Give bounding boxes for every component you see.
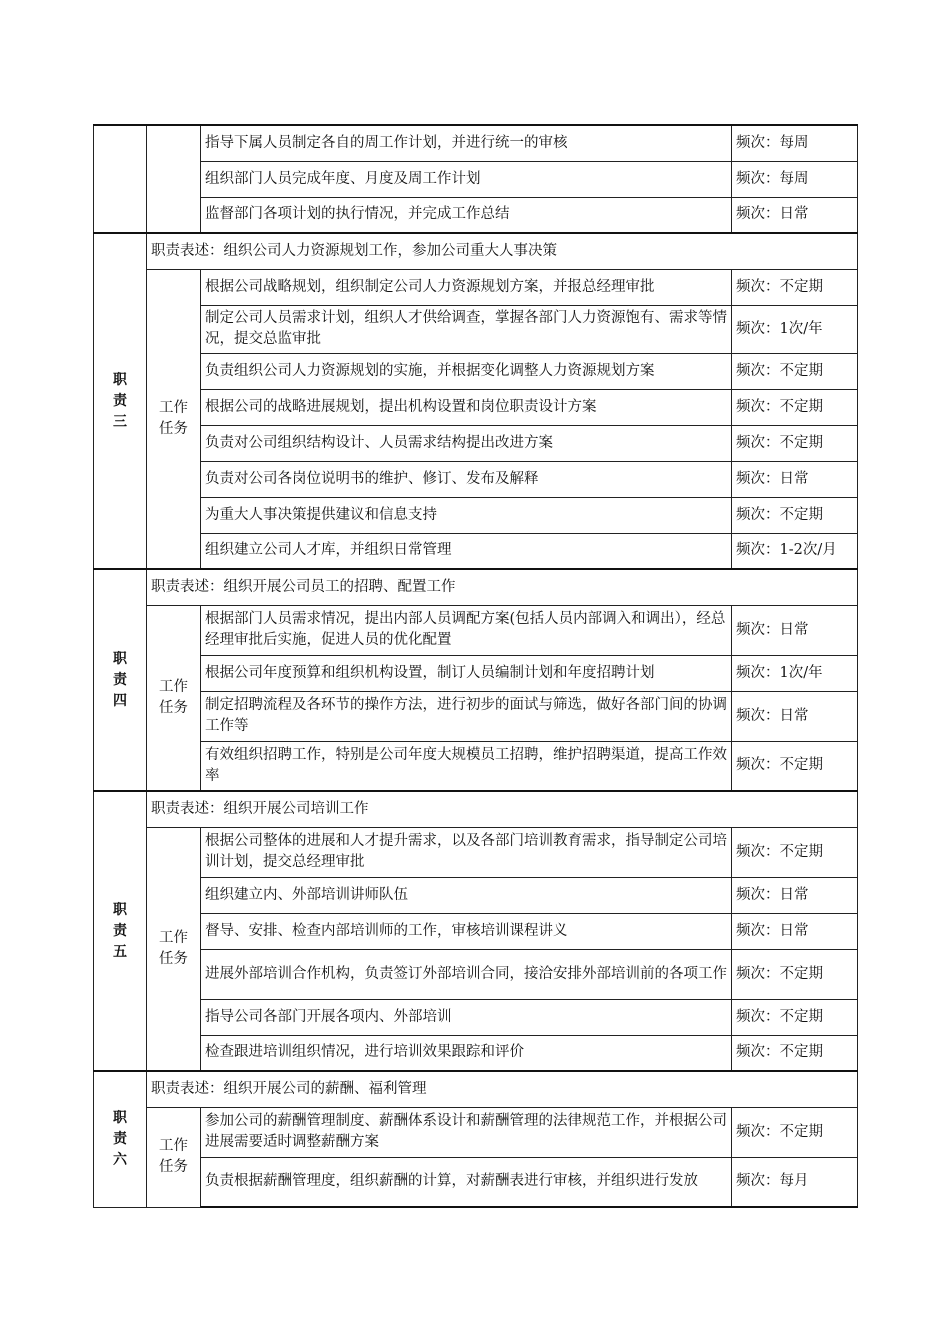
task-text: 为重大人事决策提供建议和信息支持 (201, 497, 732, 533)
section-description: 职责表述：组织开展公司员工的招聘、配置工作 (147, 569, 858, 605)
task-category-label: 工作 任务 (147, 1107, 201, 1207)
task-text: 指导公司各部门开展各项内、外部培训 (201, 999, 732, 1035)
task-frequency: 频次：不定期 (732, 741, 858, 791)
task-row (94, 655, 858, 691)
section-header-row (94, 791, 858, 827)
section-description: 职责表述：组织开展公司的薪酬、福利管理 (147, 1071, 858, 1107)
task-frequency: 频次：不定期 (732, 497, 858, 533)
task-text: 负责对公司各岗位说明书的维护、修订、发布及解释 (201, 461, 732, 497)
task-text: 制定公司人员需求计划，组织人才供给调查，掌握各部门人力资源饱有、需求等情况，提交总监审批 (201, 305, 732, 353)
task-frequency: 频次：1次/年 (732, 305, 858, 353)
section-label: 职 责 五 (94, 791, 147, 1071)
task-row (94, 913, 858, 949)
task-category-label: 工作 任务 (147, 605, 201, 791)
task-frequency: 频次：日常 (732, 691, 858, 741)
task-category-label (147, 125, 201, 233)
task-text: 组织建立公司人才库，并组织日常管理 (201, 533, 732, 569)
task-frequency: 频次：每周 (732, 125, 858, 161)
task-row (94, 461, 858, 497)
task-frequency: 频次：不定期 (732, 389, 858, 425)
section-label: 职 责 六 (94, 1071, 147, 1207)
task-row (94, 1157, 858, 1207)
task-text: 检查跟进培训组织情况，进行培训效果跟踪和评价 (201, 1035, 732, 1071)
task-row (94, 949, 858, 999)
task-frequency: 频次：不定期 (732, 353, 858, 389)
task-row (94, 269, 858, 305)
task-frequency: 频次：日常 (732, 197, 858, 233)
task-text: 根据公司年度预算和组织机构设置，制订人员编制计划和年度招聘计划 (201, 655, 732, 691)
section-description: 职责表述：组织公司人力资源规划工作，参加公司重大人事决策 (147, 233, 858, 269)
task-row (94, 691, 858, 741)
task-category-label: 工作 任务 (147, 827, 201, 1071)
task-text: 监督部门各项计划的执行情况，并完成工作总结 (201, 197, 732, 233)
task-row (94, 497, 858, 533)
task-text: 负责对公司组织结构设计、人员需求结构提出改进方案 (201, 425, 732, 461)
section-label (94, 125, 147, 233)
task-text: 参加公司的薪酬管理制度、薪酬体系设计和薪酬管理的法律规范工作，并根据公司进展需要适时调整薪酬方案 (201, 1107, 732, 1157)
task-row (94, 353, 858, 389)
task-text: 根据部门人员需求情况，提出内部人员调配方案(包括人员内部调入和调出），经总经理审批后实施，促进人员的优化配置 (201, 605, 732, 655)
task-row (94, 125, 858, 161)
task-text: 组织部门人员完成年度、月度及周工作计划 (201, 161, 732, 197)
section-label: 职 责 四 (94, 569, 147, 791)
section-header-row (94, 233, 858, 269)
task-row (94, 161, 858, 197)
task-frequency: 频次：每月 (732, 1157, 858, 1207)
task-row (94, 999, 858, 1035)
task-row (94, 605, 858, 655)
task-frequency: 频次：1次/年 (732, 655, 858, 691)
task-row (94, 425, 858, 461)
task-frequency: 频次：1-2次/月 (732, 533, 858, 569)
task-text: 指导下属人员制定各自的周工作计划，并进行统一的审核 (201, 125, 732, 161)
task-text: 负责根据薪酬管理度，组织薪酬的计算，对薪酬表进行审核，并组织进行发放 (201, 1157, 732, 1207)
task-row (94, 305, 858, 353)
task-frequency: 频次：日常 (732, 913, 858, 949)
task-frequency: 频次：不定期 (732, 1107, 858, 1157)
task-frequency: 频次：不定期 (732, 425, 858, 461)
task-frequency: 频次：日常 (732, 605, 858, 655)
task-text: 督导、安排、检查内部培训师的工作，审核培训课程讲义 (201, 913, 732, 949)
task-text: 进展外部培训合作机构，负责签订外部培训合同，接洽安排外部培训前的各项工作 (201, 949, 732, 999)
task-text: 有效组织招聘工作，特别是公司年度大规模员工招聘，维护招聘渠道，提高工作效率 (201, 741, 732, 791)
task-text: 根据公司整体的进展和人才提升需求，以及各部门培训教育需求，指导制定公司培训计划，提交总经理审批 (201, 827, 732, 877)
task-text: 负责组织公司人力资源规划的实施，并根据变化调整人力资源规划方案 (201, 353, 732, 389)
task-frequency: 频次：日常 (732, 877, 858, 913)
task-row (94, 1107, 858, 1157)
task-row (94, 197, 858, 233)
task-frequency: 频次：不定期 (732, 1035, 858, 1071)
task-frequency: 频次：每周 (732, 161, 858, 197)
task-frequency: 频次：不定期 (732, 999, 858, 1035)
task-text: 根据公司的战略进展规划，提出机构设置和岗位职责设计方案 (201, 389, 732, 425)
task-frequency: 频次：不定期 (732, 949, 858, 999)
task-frequency: 频次：不定期 (732, 269, 858, 305)
task-row (94, 389, 858, 425)
section-description: 职责表述：组织开展公司培训工作 (147, 791, 858, 827)
duty-table (93, 124, 858, 1208)
duty-table-body (94, 125, 858, 1207)
task-row (94, 827, 858, 877)
task-text: 组织建立内、外部培训讲师队伍 (201, 877, 732, 913)
task-row (94, 741, 858, 791)
task-row (94, 877, 858, 913)
task-text: 制定招聘流程及各环节的操作方法，进行初步的面试与筛选，做好各部门间的协调工作等 (201, 691, 732, 741)
task-text: 根据公司战略规划，组织制定公司人力资源规划方案，并报总经理审批 (201, 269, 732, 305)
task-frequency: 频次：不定期 (732, 827, 858, 877)
task-row (94, 1035, 858, 1071)
task-category-label: 工作 任务 (147, 269, 201, 569)
section-header-row (94, 1071, 858, 1107)
section-label: 职 责 三 (94, 233, 147, 569)
task-row (94, 533, 858, 569)
section-header-row (94, 569, 858, 605)
task-frequency: 频次：日常 (732, 461, 858, 497)
